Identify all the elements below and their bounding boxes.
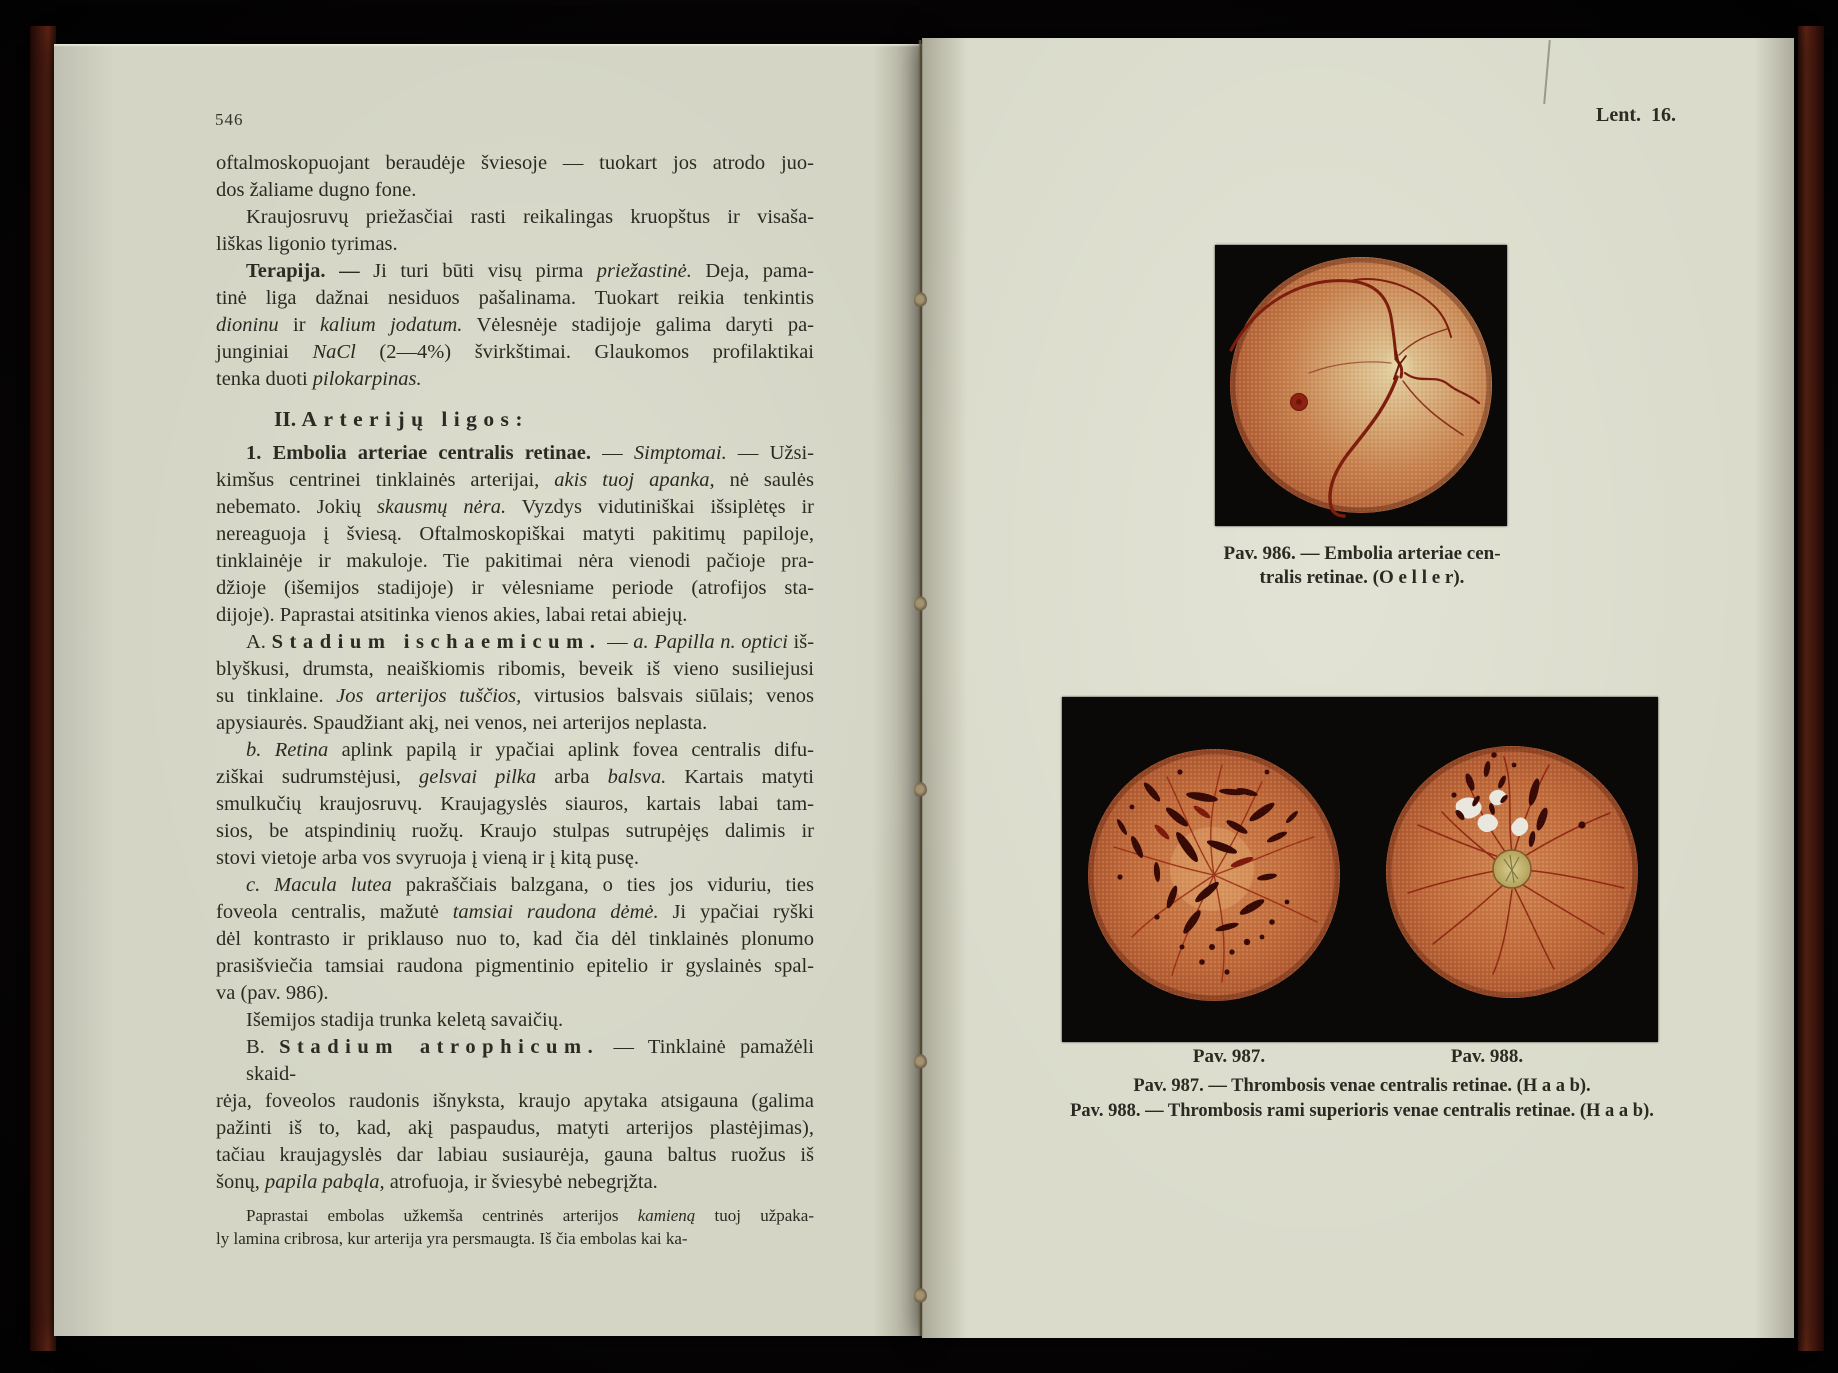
text-segment: liškas ligonio tyrimas.	[216, 233, 398, 255]
text-segment: blyškusi, drumsta, neaiškiomis ribomis, beveik iš vieno susiliejusi	[216, 658, 814, 680]
text-segment: Kartais matyti	[666, 766, 814, 788]
text-line	[216, 467, 814, 494]
text-line	[216, 737, 814, 764]
text-line	[216, 1142, 814, 1169]
text-line	[216, 980, 814, 1007]
paragraph	[216, 1204, 814, 1250]
paragraph	[216, 629, 814, 737]
text-segment: Stadium atrophicum.	[279, 1036, 600, 1058]
paragraph	[216, 1007, 814, 1034]
text-segment: tinklainėje ir makuloje. Tie pakitimai nėra vienodi pačioje pra-	[216, 550, 814, 572]
text-line	[216, 791, 814, 818]
stitch-thread	[914, 782, 927, 798]
stitch-thread	[914, 1288, 927, 1304]
text-segment: ly lamina cribrosa, kur arterija yra persmaugta. Iš čia embolas kai ka-	[216, 1229, 688, 1248]
text-line	[216, 231, 814, 258]
text-line	[216, 683, 814, 710]
text-line	[216, 926, 814, 953]
left-page	[54, 44, 922, 1336]
text-segment: balsva.	[607, 766, 667, 788]
caption-line: Pav. 988. — Thrombosis rami superioris venae centralis retinae. (H a a b).	[1070, 1101, 1654, 1121]
text-segment: dos žaliame dugno fone.	[216, 179, 417, 201]
text-line	[216, 440, 814, 467]
text-line	[216, 366, 814, 393]
text-line	[216, 406, 814, 433]
text-segment: va (pav. 986).	[216, 982, 329, 1004]
text-segment: 1. Embolia arteriae centralis retinae.	[246, 442, 591, 464]
text-line	[216, 818, 814, 845]
text-line	[216, 1115, 814, 1142]
text-line	[216, 548, 814, 575]
plate-label-number: 16.	[1651, 104, 1676, 126]
text-segment: rėja, foveolos raudonis išnyksta, kraujo apytaka atsigauna (galima	[216, 1090, 814, 1112]
paragraph	[216, 150, 814, 204]
text-line	[216, 285, 814, 312]
text-line	[216, 1007, 814, 1034]
paragraph	[216, 258, 814, 393]
text-line	[216, 1088, 814, 1115]
plate-label-word: Lent.	[1596, 104, 1641, 126]
text-segment: Paprastai embolas užkemša centrinės arterijos	[246, 1206, 638, 1225]
stitch-thread	[914, 292, 927, 308]
text-line	[216, 872, 814, 899]
text-segment: gelsvai pilka	[419, 766, 537, 788]
text-line	[216, 602, 814, 629]
text-segment: tinė liga dažnai nesiduos pašalinama. Tuokart reikia tenkintis	[216, 287, 814, 309]
text-segment: II.	[274, 407, 302, 431]
text-segment: stovi vietoje arba vos svyruoja į vieną ir į kitą pusę.	[216, 847, 640, 869]
text-segment: ir	[278, 314, 320, 336]
text-segment: nebemato. Jokių	[216, 496, 377, 518]
figure-987-988-frame	[1062, 697, 1658, 1042]
text-segment: kimšus centrinei tinklainės arterijai,	[216, 469, 555, 491]
text-line	[216, 629, 814, 656]
text-segment: Terapija. —	[246, 260, 360, 282]
figure-986-frame	[1215, 245, 1507, 526]
text-segment: —	[601, 631, 634, 653]
text-line	[216, 177, 814, 204]
text-segment: priežastinė.	[596, 260, 692, 282]
figure-986-caption	[1172, 542, 1552, 590]
text-line	[216, 953, 814, 980]
text-line	[216, 312, 814, 339]
paragraph	[216, 406, 814, 433]
text-segment: Jos arterijos tuščios,	[336, 685, 522, 707]
paragraph	[216, 1034, 814, 1196]
text-segment: nė saulės	[714, 469, 815, 491]
caption-line: Pav. 986. — Embolia arteriae cen-	[1223, 543, 1501, 564]
text-line	[216, 656, 814, 683]
text-segment: dioninu	[216, 314, 279, 336]
text-segment: dėl kontrasto ir priklauso nuo to, kad čia dėl tinklainės plonumo	[216, 928, 814, 950]
paragraph	[216, 440, 814, 629]
text-line	[216, 521, 814, 548]
text-line	[216, 899, 814, 926]
text-segment: foveola centralis, mažutė	[216, 901, 453, 923]
text-line	[216, 845, 814, 872]
text-line	[216, 1227, 814, 1250]
figure-987-988-caption	[1032, 1074, 1692, 1124]
text-segment: Vyzdys vidutiniškai išsiplėtęs ir	[506, 496, 814, 518]
right-page-plate	[922, 38, 1794, 1338]
text-segment: A.	[246, 631, 272, 653]
text-segment: džioje (išemijos stadijoje) ir vėlesniame periode (atrofijos sta-	[216, 577, 814, 599]
text-segment: Deja, pama-	[691, 260, 814, 282]
text-segment: prasišviečia tamsiai raudona pigmentinio epitelio ir gyslainės spal-	[216, 955, 814, 977]
text-segment: Vėlesnėje stadijoje galima daryti pa-	[462, 314, 814, 336]
macula-red-spot	[1291, 394, 1308, 411]
text-segment: Stadium ischaemicum.	[271, 631, 602, 653]
fundus-oval	[1230, 257, 1492, 513]
plate-label	[1596, 104, 1676, 127]
text-segment: Išemijos stadija trunka keletą savaičių.	[246, 1009, 564, 1031]
text-segment: apysiaurės. Spaudžiant akį, nei venos, nei arterijos neplasta.	[216, 712, 708, 734]
text-segment: iš-	[787, 631, 815, 653]
caption-line: tralis retinae. (O e l l e r).	[1259, 567, 1465, 588]
figure-988-label: Pav. 988.	[1450, 1046, 1524, 1067]
text-segment: nereaguoja į šviesą. Oftalmoskopiškai matyti pakitimų papiloje,	[216, 523, 814, 545]
text-segment: šonų,	[216, 1171, 265, 1193]
text-segment: ziškai sudrumstėjusi,	[216, 766, 419, 788]
text-segment: oftalmoskopuojant beraudėje šviesoje — tuokart jos atrodo juo-	[216, 152, 814, 174]
stitch-thread	[914, 596, 927, 612]
stitch-thread	[914, 1054, 927, 1070]
text-segment: virtusios balsvais siūlais; venos	[521, 685, 814, 707]
text-line	[216, 258, 814, 285]
text-line	[216, 575, 814, 602]
text-segment: arba	[536, 766, 608, 788]
body-text-block	[216, 150, 814, 1250]
text-segment: a. Papilla n. optici	[633, 631, 788, 653]
text-segment: pakraščiais balzgana, o ties jos viduriu, ties	[391, 874, 814, 896]
text-segment: Kraujosruvų priežasčiai rasti reikalingas kruopštus ir visaša-	[246, 206, 814, 228]
text-segment: kalium jodatum.	[319, 314, 463, 336]
fundus-988	[1386, 746, 1638, 998]
text-segment: B.	[246, 1036, 280, 1058]
text-segment: tačiau kraujagyslės dar labiau susiaurėja, gauna baltus ruožus iš	[216, 1144, 814, 1166]
text-segment: kamieną	[637, 1206, 696, 1225]
book-cover-edge-left	[30, 26, 56, 1351]
text-segment: sios, be atspindinių ruožų. Kraujo stulpas sutrupėjęs dalimis ir	[216, 820, 814, 842]
text-segment: tamsiai raudona dėmė.	[452, 901, 659, 923]
text-segment: NaCl	[312, 341, 356, 363]
page-number: 546	[215, 110, 244, 129]
text-segment: Ji ypačiai ryški	[658, 901, 814, 923]
text-segment: smulkučių kraujosruvų. Kraujagyslės siauros, kartais labai tam-	[216, 793, 814, 815]
paragraph	[216, 204, 814, 258]
fundus-987	[1088, 749, 1340, 1001]
text-segment: tenka duoti	[216, 368, 313, 390]
binding-seam	[918, 40, 923, 1336]
text-segment: Ji turi būti visų pirma	[359, 260, 597, 282]
text-segment: skausmų nėra.	[376, 496, 507, 518]
text-segment: — Užsi-	[726, 442, 814, 464]
caption-line: Pav. 987. — Thrombosis venae centralis retinae. (H a a b).	[1133, 1076, 1591, 1096]
text-line	[216, 1169, 814, 1196]
figure-987-label: Pav. 987.	[1192, 1046, 1266, 1067]
text-segment: pilokarpinas.	[312, 368, 422, 390]
optic-disc-988	[1493, 850, 1531, 888]
text-segment: (2—4%) švirkštimai. Glaukomos profilaktikai	[355, 341, 814, 363]
text-segment: aplink papilą ir ypačiai aplink fovea centralis difu-	[328, 739, 815, 761]
text-segment: b. Retina	[246, 739, 329, 761]
paragraph	[216, 737, 814, 872]
text-line	[216, 204, 814, 231]
text-line	[216, 1034, 814, 1088]
book-cover-edge-right	[1798, 26, 1824, 1351]
text-segment: dijoje). Paprastai atsitinka vienos akies, labai retai abiejų.	[216, 604, 688, 626]
text-segment: atrofuoja, ir šviesybė nebegrįžta.	[384, 1171, 658, 1193]
text-segment: junginiai	[216, 341, 313, 363]
text-segment: pažinti iš to, kad, akį paspaudus, matyti arterijos plastėjimas),	[216, 1117, 814, 1139]
text-line	[216, 764, 814, 791]
text-line	[216, 494, 814, 521]
text-segment: tuoj užpaka-	[695, 1206, 814, 1225]
retina-fundus-987-988-illustration	[1062, 697, 1658, 1042]
text-line	[216, 1204, 814, 1227]
retina-fundus-986-illustration	[1215, 245, 1507, 526]
text-segment: — Tinklainė pamažėli skaid-	[246, 1036, 814, 1085]
text-segment: akis tuoj apanka,	[554, 469, 715, 491]
text-segment: Arterijų ligos:	[301, 407, 529, 431]
text-segment: su tinklaine.	[216, 685, 337, 707]
text-segment: papila pabąla,	[264, 1171, 385, 1193]
text-segment: Simptomai.	[633, 442, 727, 464]
text-line	[216, 339, 814, 366]
text-segment: —	[590, 442, 634, 464]
paragraph	[216, 872, 814, 1007]
text-line	[216, 710, 814, 737]
text-segment: c. Macula lutea	[246, 874, 392, 896]
text-line	[216, 150, 814, 177]
